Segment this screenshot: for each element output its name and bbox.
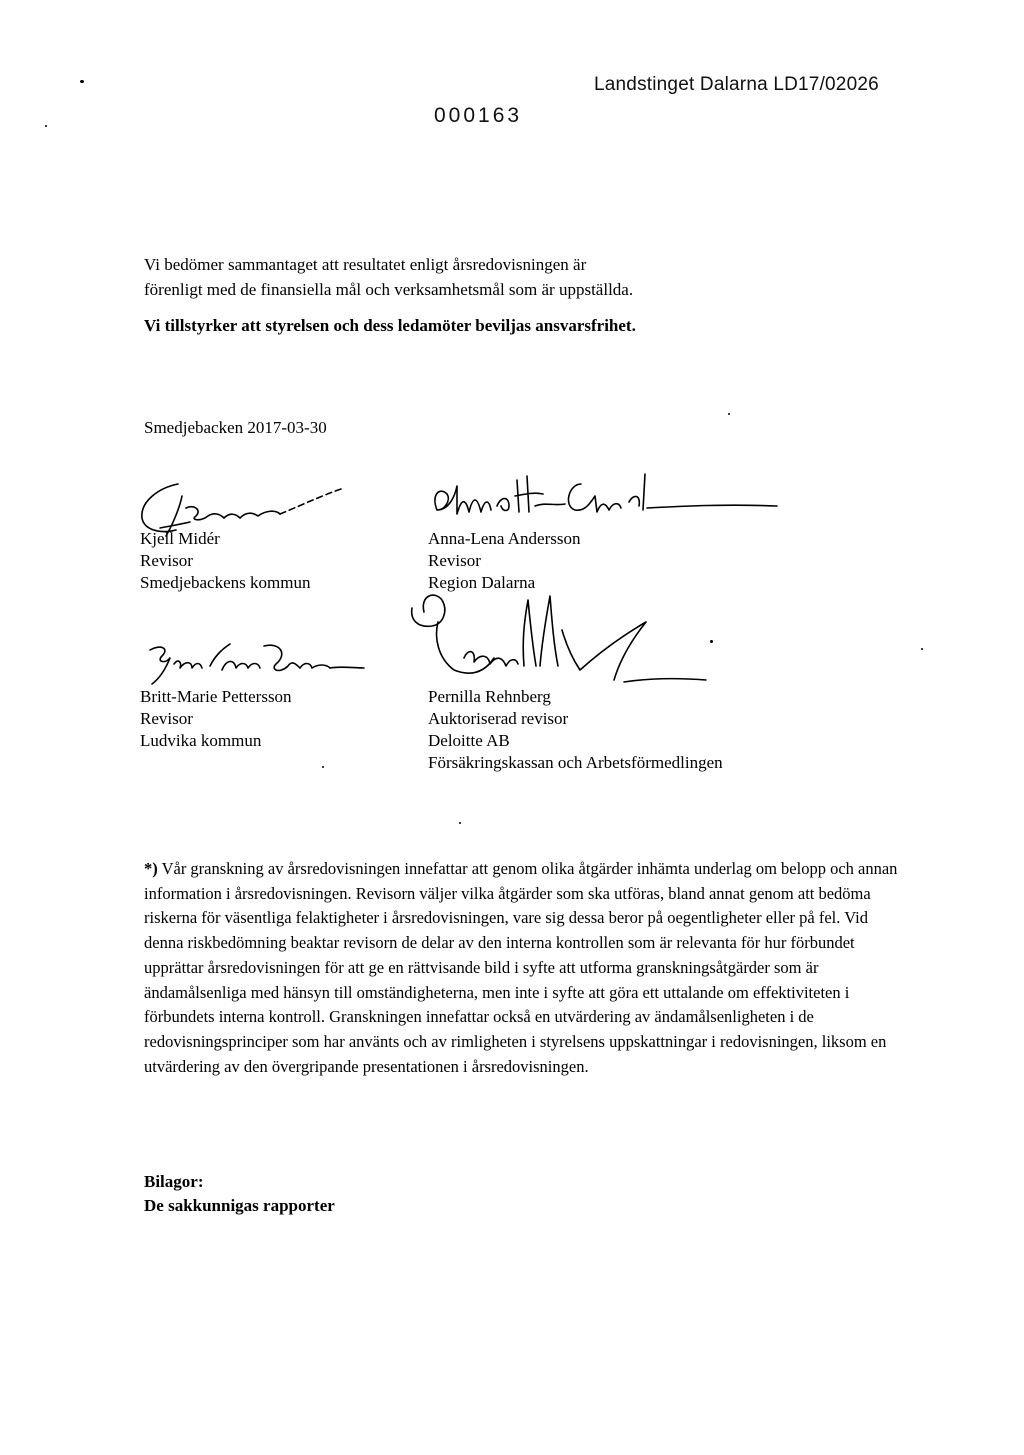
discharge-recommendation: Vi tillstyrker att styrelsen och dess ledamöter beviljas ansvarsfrihet. xyxy=(144,316,636,335)
signature-britt-marie-pettersson xyxy=(130,634,370,694)
document-reference: Landstinget Dalarna LD17/02026 xyxy=(594,74,879,95)
footnote-marker: *) xyxy=(144,859,158,878)
scan-speck xyxy=(80,80,84,83)
signatory-anna-lena-andersson xyxy=(428,528,581,594)
signatory-organization: Smedjebackens kommun xyxy=(140,573,311,592)
signatory-role: Revisor xyxy=(140,709,193,728)
signatory-kjell-mider xyxy=(140,528,310,594)
signatory-name: Pernilla Rehnberg xyxy=(428,687,551,706)
signatory-extra-organization: Försäkringskassan och Arbetsförmedlingen xyxy=(428,753,723,772)
scan-speck xyxy=(728,413,730,415)
footnote xyxy=(144,857,904,1079)
statement-line-1: Vi bedömer sammantaget att resultatet enligt årsredovisningen är xyxy=(144,255,587,274)
signatory-role: Revisor xyxy=(428,551,481,570)
place-date: Smedjebacken 2017-03-30 xyxy=(144,418,327,437)
scan-speck xyxy=(322,766,324,768)
signatory-name: Anna-Lena Andersson xyxy=(428,529,581,548)
signatory-organization: Ludvika kommun xyxy=(140,731,262,750)
footnote-text: Vår granskning av årsredovisningen innefattar att genom olika åtgärder inhämta underlag om belopp och annan information i årsredovisningen. Revisorn väljer vilka åtgärder som ska utföras, bland annat genom att bedöma riskerna för väsentliga felaktigheter i årsredovisningen, vare sig dessa beror på oegentligheter eller på fel. Vid denna riskbedömning beaktar revisorn de delar av den interna kontrollen som är relevanta för hur förbundet upprättar årsredovisningen för att ge en rättvisande bild i syfte att utforma granskningsåtgärder som är ändamålsenliga med hänsyn till omständigheterna, men inte i syfte att göra ett uttalande om effektiviteten i förbundets interna kontroll. Granskningen innefattar också en utvärdering av ändamålsenligheten i de redovisningsprinciper som har använts och av rimligheten i styrelsens uppskattningar i redovisningen, liksom en utvärdering av den övergripande presentationen i årsredovisningen. xyxy=(144,859,898,1076)
attachment-item: De sakkunnigas rapporter xyxy=(144,1196,335,1215)
scan-speck xyxy=(921,648,923,650)
signatory-organization: Deloitte AB xyxy=(428,731,510,750)
signatory-role: Revisor xyxy=(140,551,193,570)
signatory-name: Kjell Midér xyxy=(140,529,220,548)
scan-speck xyxy=(45,125,47,127)
statement-line-2: förenligt med de finansiella mål och verksamhetsmål som är uppställda. xyxy=(144,280,634,299)
signatory-name: Britt-Marie Pettersson xyxy=(140,687,292,706)
signatory-britt-marie-pettersson xyxy=(140,686,292,752)
signatory-organization: Region Dalarna xyxy=(428,573,536,592)
scan-speck xyxy=(459,822,461,824)
signatory-role: Auktoriserad revisor xyxy=(428,709,569,728)
signatory-pernilla-rehnberg xyxy=(428,686,723,774)
attachments-label: Bilagor: xyxy=(144,1172,204,1191)
signature-anna-lena-andersson xyxy=(425,466,785,526)
page-number: 000163 xyxy=(434,104,523,127)
